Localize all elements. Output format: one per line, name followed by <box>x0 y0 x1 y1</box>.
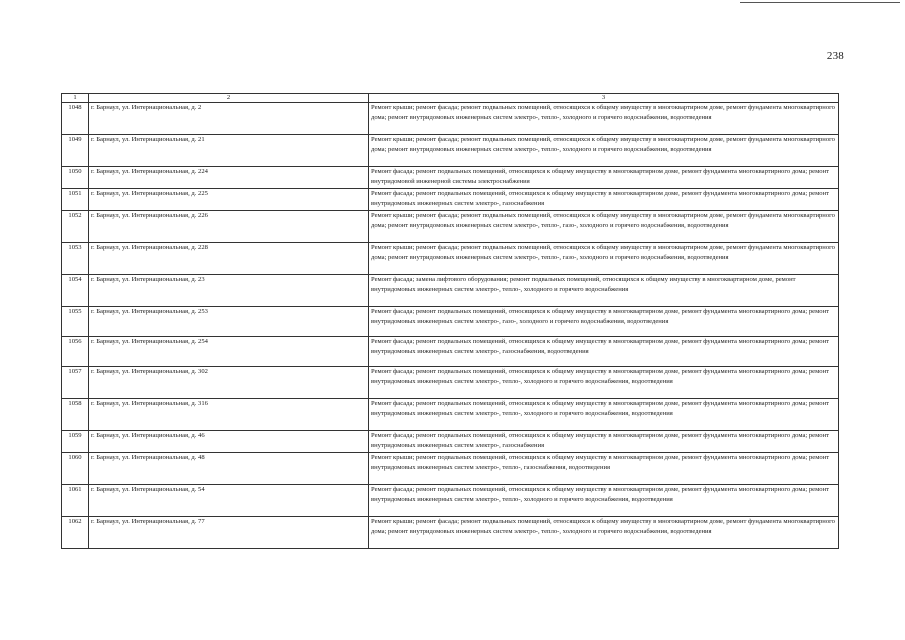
table-row <box>62 167 839 189</box>
header-col-1: 1 <box>62 94 89 103</box>
row-number: 1061 <box>62 485 89 517</box>
row-address: г. Барнаул, ул. Интернациональная, д. 254 <box>89 337 369 367</box>
table-row <box>62 103 839 135</box>
row-number: 1049 <box>62 135 89 167</box>
row-works: Ремонт фасада; замена лифтового оборудования; ремонт подвальных помещений, относящихся к общему имуществу в многоквартирном доме, ремонт внутридомовых инженерных систем электро-, тепло-, холодного и горячего водоснабжения <box>369 275 839 307</box>
row-address: г. Барнаул, ул. Интернациональная, д. 302 <box>89 367 369 399</box>
row-works: Ремонт крыши; ремонт подвальных помещений, относящихся к общему имуществу в многоквартирном доме, ремонт фундамента многоквартирного дома; ремонт внутридомовых инженерных систем электро-, тепло-, газоснабжения, водоотведения <box>369 453 839 485</box>
row-works: Ремонт фасада; ремонт подвальных помещений, относящихся к общему имуществу в многоквартирном доме, ремонт фундамента многоквартирного дома; ремонт внутридомовых инженерных систем электро-, тепло-, холодного и горячего водоснабжения, водоотведения <box>369 485 839 517</box>
top-rule <box>740 2 900 3</box>
table-row <box>62 431 839 453</box>
header-row <box>62 94 839 103</box>
page-number: 238 <box>826 50 844 62</box>
row-works: Ремонт фасада; ремонт подвальных помещений, относящихся к общему имуществу в многоквартирном доме, ремонт фундамента многоквартирного дома; ремонт внутридомовых инженерных систем электро-, тепло-, холодного и горячего водоснабжения, водоотведения <box>369 367 839 399</box>
table-row <box>62 211 839 243</box>
row-number: 1048 <box>62 103 89 135</box>
row-works: Ремонт фасада; ремонт подвальных помещений, относящихся к общему имуществу в многоквартирном доме, ремонт фундамента многоквартирного дома; ремонт внутридомовых инженерных систем электро-, газоснабжения <box>369 189 839 211</box>
row-address: г. Барнаул, ул. Интернациональная, д. 225 <box>89 189 369 211</box>
row-address: г. Барнаул, ул. Интернациональная, д. 46 <box>89 431 369 453</box>
row-works: Ремонт фасада; ремонт подвальных помещений, относящихся к общему имуществу в многоквартирном доме, ремонт фундамента многоквартирного дома; ремонт внутридомовых инженерных систем электро-, газо-, холодного и горячего водоснабжения, водоотведения <box>369 307 839 337</box>
header-col-3: 3 <box>369 94 839 103</box>
row-number: 1057 <box>62 367 89 399</box>
row-number: 1052 <box>62 211 89 243</box>
repair-program-table <box>61 93 839 549</box>
row-address: г. Барнаул, ул. Интернациональная, д. 2 <box>89 103 369 135</box>
table-row <box>62 307 839 337</box>
row-works: Ремонт крыши; ремонт фасада; ремонт подвальных помещений, относящихся к общему имуществу в многоквартирном доме, ремонт фундамента многоквартирного дома; ремонт внутридомовых инженерных систем электро-, тепло-, холодного и горячего водоснабжения, водоотведения <box>369 517 839 549</box>
row-works: Ремонт крыши; ремонт фасада; ремонт подвальных помещений, относящихся к общему имуществу в многоквартирном доме, ремонт фундамента многоквартирного дома; ремонт внутридомовых инженерных систем электро-, тепло-, газо-, холодного и горячего водоснабжения, водоотведения <box>369 211 839 243</box>
table-row <box>62 275 839 307</box>
row-works: Ремонт крыши; ремонт фасада; ремонт подвальных помещений, относящихся к общему имуществу в многоквартирном доме, ремонт фундамента многоквартирного дома; ремонт внутридомовых инженерных систем электро-, тепло-, холодного и горячего водоснабжения, водоотведения <box>369 135 839 167</box>
table-row <box>62 399 839 431</box>
row-address: г. Барнаул, ул. Интернациональная, д. 23 <box>89 275 369 307</box>
row-address: г. Барнаул, ул. Интернациональная, д. 224 <box>89 167 369 189</box>
row-address: г. Барнаул, ул. Интернациональная, д. 253 <box>89 307 369 337</box>
row-address: г. Барнаул, ул. Интернациональная, д. 228 <box>89 243 369 275</box>
table-body <box>62 103 839 549</box>
table-row <box>62 135 839 167</box>
table-row <box>62 367 839 399</box>
row-number: 1060 <box>62 453 89 485</box>
row-address: г. Барнаул, ул. Интернациональная, д. 54 <box>89 485 369 517</box>
table-header <box>62 94 839 103</box>
row-number: 1056 <box>62 337 89 367</box>
table-row <box>62 189 839 211</box>
row-number: 1053 <box>62 243 89 275</box>
row-address: г. Барнаул, ул. Интернациональная, д. 226 <box>89 211 369 243</box>
row-address: г. Барнаул, ул. Интернациональная, д. 77 <box>89 517 369 549</box>
row-works: Ремонт фасада; ремонт подвальных помещений, относящихся к общему имуществу в многоквартирном доме, ремонт фундамента многоквартирного дома; ремонт внутридомовых инженерных систем электро-, газоснабжения, водоотведения <box>369 337 839 367</box>
table-row <box>62 243 839 275</box>
row-address: г. Барнаул, ул. Интернациональная, д. 21 <box>89 135 369 167</box>
row-works: Ремонт крыши; ремонт фасада; ремонт подвальных помещений, относящихся к общему имуществу в многоквартирном доме, ремонт фундамента многоквартирного дома; ремонт внутридомовых инженерных систем электро-, тепло-, газо-, холодного и горячего водоснабжения, водоотведения <box>369 243 839 275</box>
row-works: Ремонт фасада; ремонт подвальных помещений, относящихся к общему имуществу в многоквартирном доме, ремонт фундамента многоквартирного дома; ремонт внутридомовых инженерных систем электро-, тепло-, холодного и горячего водоснабжения, водоотведения <box>369 399 839 431</box>
table-row <box>62 517 839 549</box>
header-col-2: 2 <box>89 94 369 103</box>
row-works: Ремонт крыши; ремонт фасада; ремонт подвальных помещений, относящихся к общему имуществу в многоквартирном доме, ремонт фундамента многоквартирного дома; ремонт внутридомовых инженерных систем электро-, тепло-, холодного и горячего водоснабжения, водоотведения <box>369 103 839 135</box>
row-number: 1051 <box>62 189 89 211</box>
row-address: г. Барнаул, ул. Интернациональная, д. 48 <box>89 453 369 485</box>
row-number: 1050 <box>62 167 89 189</box>
table-row <box>62 337 839 367</box>
table-row <box>62 485 839 517</box>
row-number: 1062 <box>62 517 89 549</box>
row-number: 1058 <box>62 399 89 431</box>
row-number: 1059 <box>62 431 89 453</box>
row-address: г. Барнаул, ул. Интернациональная, д. 316 <box>89 399 369 431</box>
row-works: Ремонт фасада; ремонт подвальных помещений, относящихся к общему имуществу в многоквартирном доме, ремонт фундамента многоквартирного дома; ремонт внутридомовых инженерных систем электро-, газоснабжения <box>369 431 839 453</box>
table-row <box>62 453 839 485</box>
row-number: 1055 <box>62 307 89 337</box>
row-number: 1054 <box>62 275 89 307</box>
row-works: Ремонт фасада; ремонт подвальных помещений, относящихся к общему имуществу в многоквартирном доме, ремонт фундамента многоквартирного дома; ремонт внутридомовой инженерной системы электроснабжения <box>369 167 839 189</box>
